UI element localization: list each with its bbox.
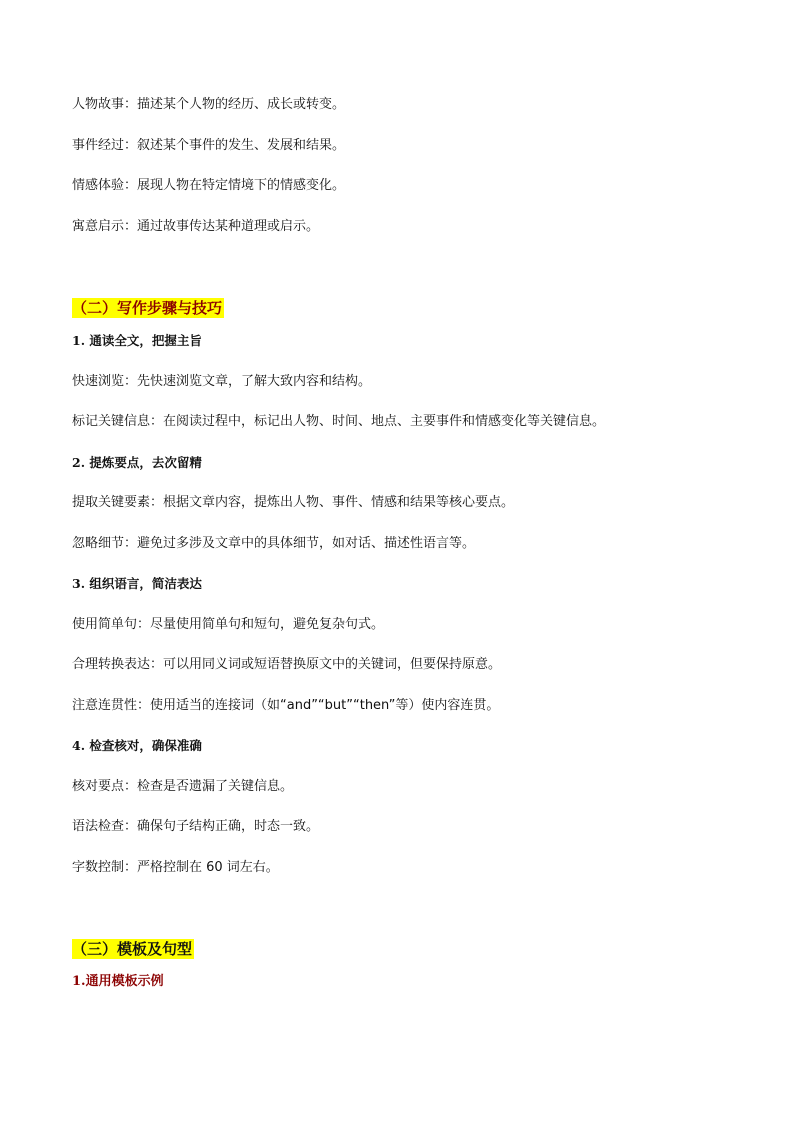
step-3-item: 合理转换表达：可以用同义词或短语替换原文中的关键词，但要保持原意。 (72, 657, 502, 672)
section-heading-writing-steps: （二）写作步骤与技巧 (72, 299, 223, 317)
step-4-title: 4. 检查核对，确保准确 (72, 738, 202, 753)
intro-item-characters: 人物故事：描述某个人物的经历、成长或转变。 (72, 97, 346, 112)
intro-item-moral: 寓意启示：通过故事传达某种道理或启示。 (72, 219, 320, 234)
step-3-item: 注意连贯性：使用适当的连接词（如“and”“but”“then”等）使内容连贯。 (72, 698, 500, 713)
intro-item-emotions: 情感体验：展现人物在特定情境下的情感变化。 (72, 178, 346, 193)
step-2-title: 2. 提炼要点，去次留精 (72, 455, 202, 470)
intro-item-events: 事件经过：叙述某个事件的发生、发展和结果。 (72, 138, 346, 153)
section-heading-templates: （三）模板及句型 (72, 940, 193, 958)
step-4-item: 字数控制：严格控制在 60 词左右。 (72, 860, 279, 875)
subheading-template-example: 1.通用模板示例 (72, 974, 164, 989)
step-4-item: 核对要点：检查是否遗漏了关键信息。 (72, 779, 294, 794)
step-2-item: 提取关键要素：根据文章内容，提炼出人物、事件、情感和结果等核心要点。 (72, 495, 515, 510)
step-3-title: 3. 组织语言，简洁表达 (72, 576, 202, 591)
step-3-item: 使用简单句：尽量使用简单句和短句，避免复杂句式。 (72, 617, 385, 632)
step-4-item: 语法检查：确保句子结构正确，时态一致。 (72, 819, 320, 834)
step-1-item: 标记关键信息：在阅读过程中，标记出人物、时间、地点、主要事件和情感变化等关键信息。 (72, 414, 606, 429)
step-1-item: 快速浏览：先快速浏览文章，了解大致内容和结构。 (72, 374, 372, 389)
step-1-title: 1. 通读全文，把握主旨 (72, 333, 202, 348)
step-2-item: 忽略细节：避免过多涉及文章中的具体细节，如对话、描述性语言等。 (72, 536, 476, 551)
